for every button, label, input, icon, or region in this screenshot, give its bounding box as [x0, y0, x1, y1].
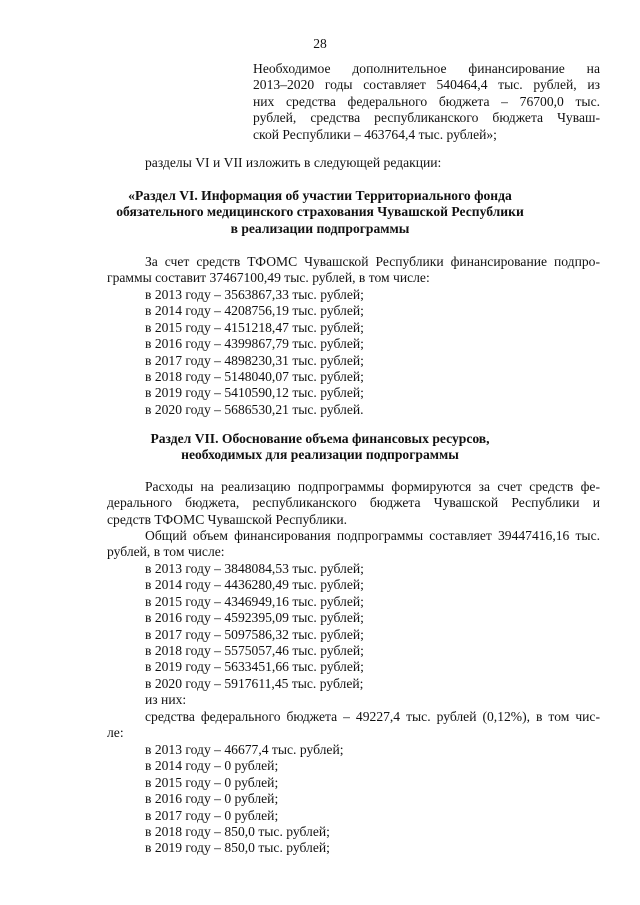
heading-line: обязательного медицинского страхования Чувашской Республики — [116, 204, 524, 220]
section7-heading — [110, 431, 530, 464]
section6-intro — [107, 254, 600, 287]
sections-instruction: разделы VI и VII изложить в следующей редакции: — [145, 155, 442, 170]
text-line: Общий объем финансирования подпрограммы составляет 39447416,16 тыс. — [145, 528, 600, 543]
section6-year-list — [145, 287, 364, 418]
page-number: 28 — [313, 36, 327, 51]
list-item: в 2013 году – 46677,4 тыс. рублей; — [145, 742, 344, 757]
text-line: средства федерального бюджета – 49227,4 тыс. рублей (0,12%), в том чис- — [145, 709, 600, 724]
list-item: в 2013 году – 3563867,33 тыс. рублей; — [145, 287, 364, 302]
list-item: в 2014 году – 0 рублей; — [145, 758, 279, 774]
text-line: ле: — [107, 725, 124, 741]
list-item: в 2014 году – 4436280,49 тыс. рублей; — [145, 577, 364, 593]
federal-year-list — [145, 742, 344, 857]
section7-paragraph — [107, 479, 600, 528]
list-item: в 2016 году – 0 рублей; — [145, 791, 279, 807]
heading-line: Раздел VII. Обоснование объема финансовых ресурсов, — [150, 431, 490, 446]
list-item: из них: — [145, 692, 187, 708]
section6-heading — [110, 188, 530, 237]
text-line: 2013–2020 годы составляет 540464,4 тыс. рублей, из — [253, 77, 600, 93]
funding-paragraph — [253, 61, 600, 143]
list-item: в 2020 году – 5917611,45 тыс. рублей; — [145, 675, 364, 691]
list-item: в 2013 году – 3848084,53 тыс. рублей; — [145, 561, 364, 576]
list-item: в 2019 году – 5633451,66 тыс. рублей; — [145, 659, 364, 675]
section7-total — [107, 528, 600, 561]
list-item: в 2017 году – 4898230,31 тыс. рублей; — [145, 352, 364, 368]
heading-line: необходимых для реализации подпрограммы — [181, 447, 459, 463]
list-item: в 2018 году – 5148040,07 тыс. рублей; — [145, 368, 364, 384]
text-line: рублей, средства республиканского бюджета Чуваш- — [253, 110, 600, 126]
text-line: рублей, в том числе: — [107, 544, 225, 560]
text-line: Расходы на реализацию подпрограммы формируются за счет средств фе- — [145, 479, 600, 494]
text-line: Необходимое дополнительное финансирование на — [253, 61, 600, 76]
list-item: в 2017 году – 5097586,32 тыс. рублей; — [145, 626, 364, 642]
list-item: в 2016 году – 4592395,09 тыс. рублей; — [145, 610, 364, 626]
text-line: ской Республики – 463764,4 тыс. рублей»; — [253, 126, 497, 142]
list-item: в 2015 году – 0 рублей; — [145, 774, 279, 790]
list-item: в 2014 году – 4208756,19 тыс. рублей; — [145, 303, 364, 319]
heading-line: «Раздел VI. Информация об участии Территориального фонда — [128, 188, 512, 203]
list-item: в 2015 году – 4151218,47 тыс. рублей; — [145, 319, 364, 335]
list-item: в 2015 году – 4346949,16 тыс. рублей; — [145, 593, 364, 609]
list-item: в 2016 году – 4399867,79 тыс. рублей; — [145, 336, 364, 352]
list-item: в 2018 году – 850,0 тыс. рублей; — [145, 823, 330, 839]
text-line: средств ТФОМС Чувашской Республики. — [107, 511, 348, 527]
text-line: дерального бюджета, республиканского бюджета Чувашской Республики и — [107, 495, 600, 511]
list-item: в 2020 году – 5686530,21 тыс. рублей. — [145, 401, 364, 417]
section7-year-list — [145, 561, 364, 709]
federal-budget-paragraph — [107, 709, 600, 742]
text-line: За счет средств ТФОМС Чувашской Республики финансирование подпро- — [145, 254, 600, 269]
list-item: в 2018 году – 5575057,46 тыс. рублей; — [145, 642, 364, 658]
list-item: в 2019 году – 5410590,12 тыс. рублей; — [145, 385, 364, 401]
list-item: в 2017 году – 0 рублей; — [145, 807, 279, 823]
heading-line: в реализации подпрограммы — [230, 220, 410, 236]
list-item: в 2019 году – 850,0 тыс. рублей; — [145, 840, 330, 856]
text-line: граммы составит 37467100,49 тыс. рублей, в том числе: — [107, 270, 430, 286]
text-line: них средства федерального бюджета – 76700,0 тыс. — [253, 93, 600, 109]
